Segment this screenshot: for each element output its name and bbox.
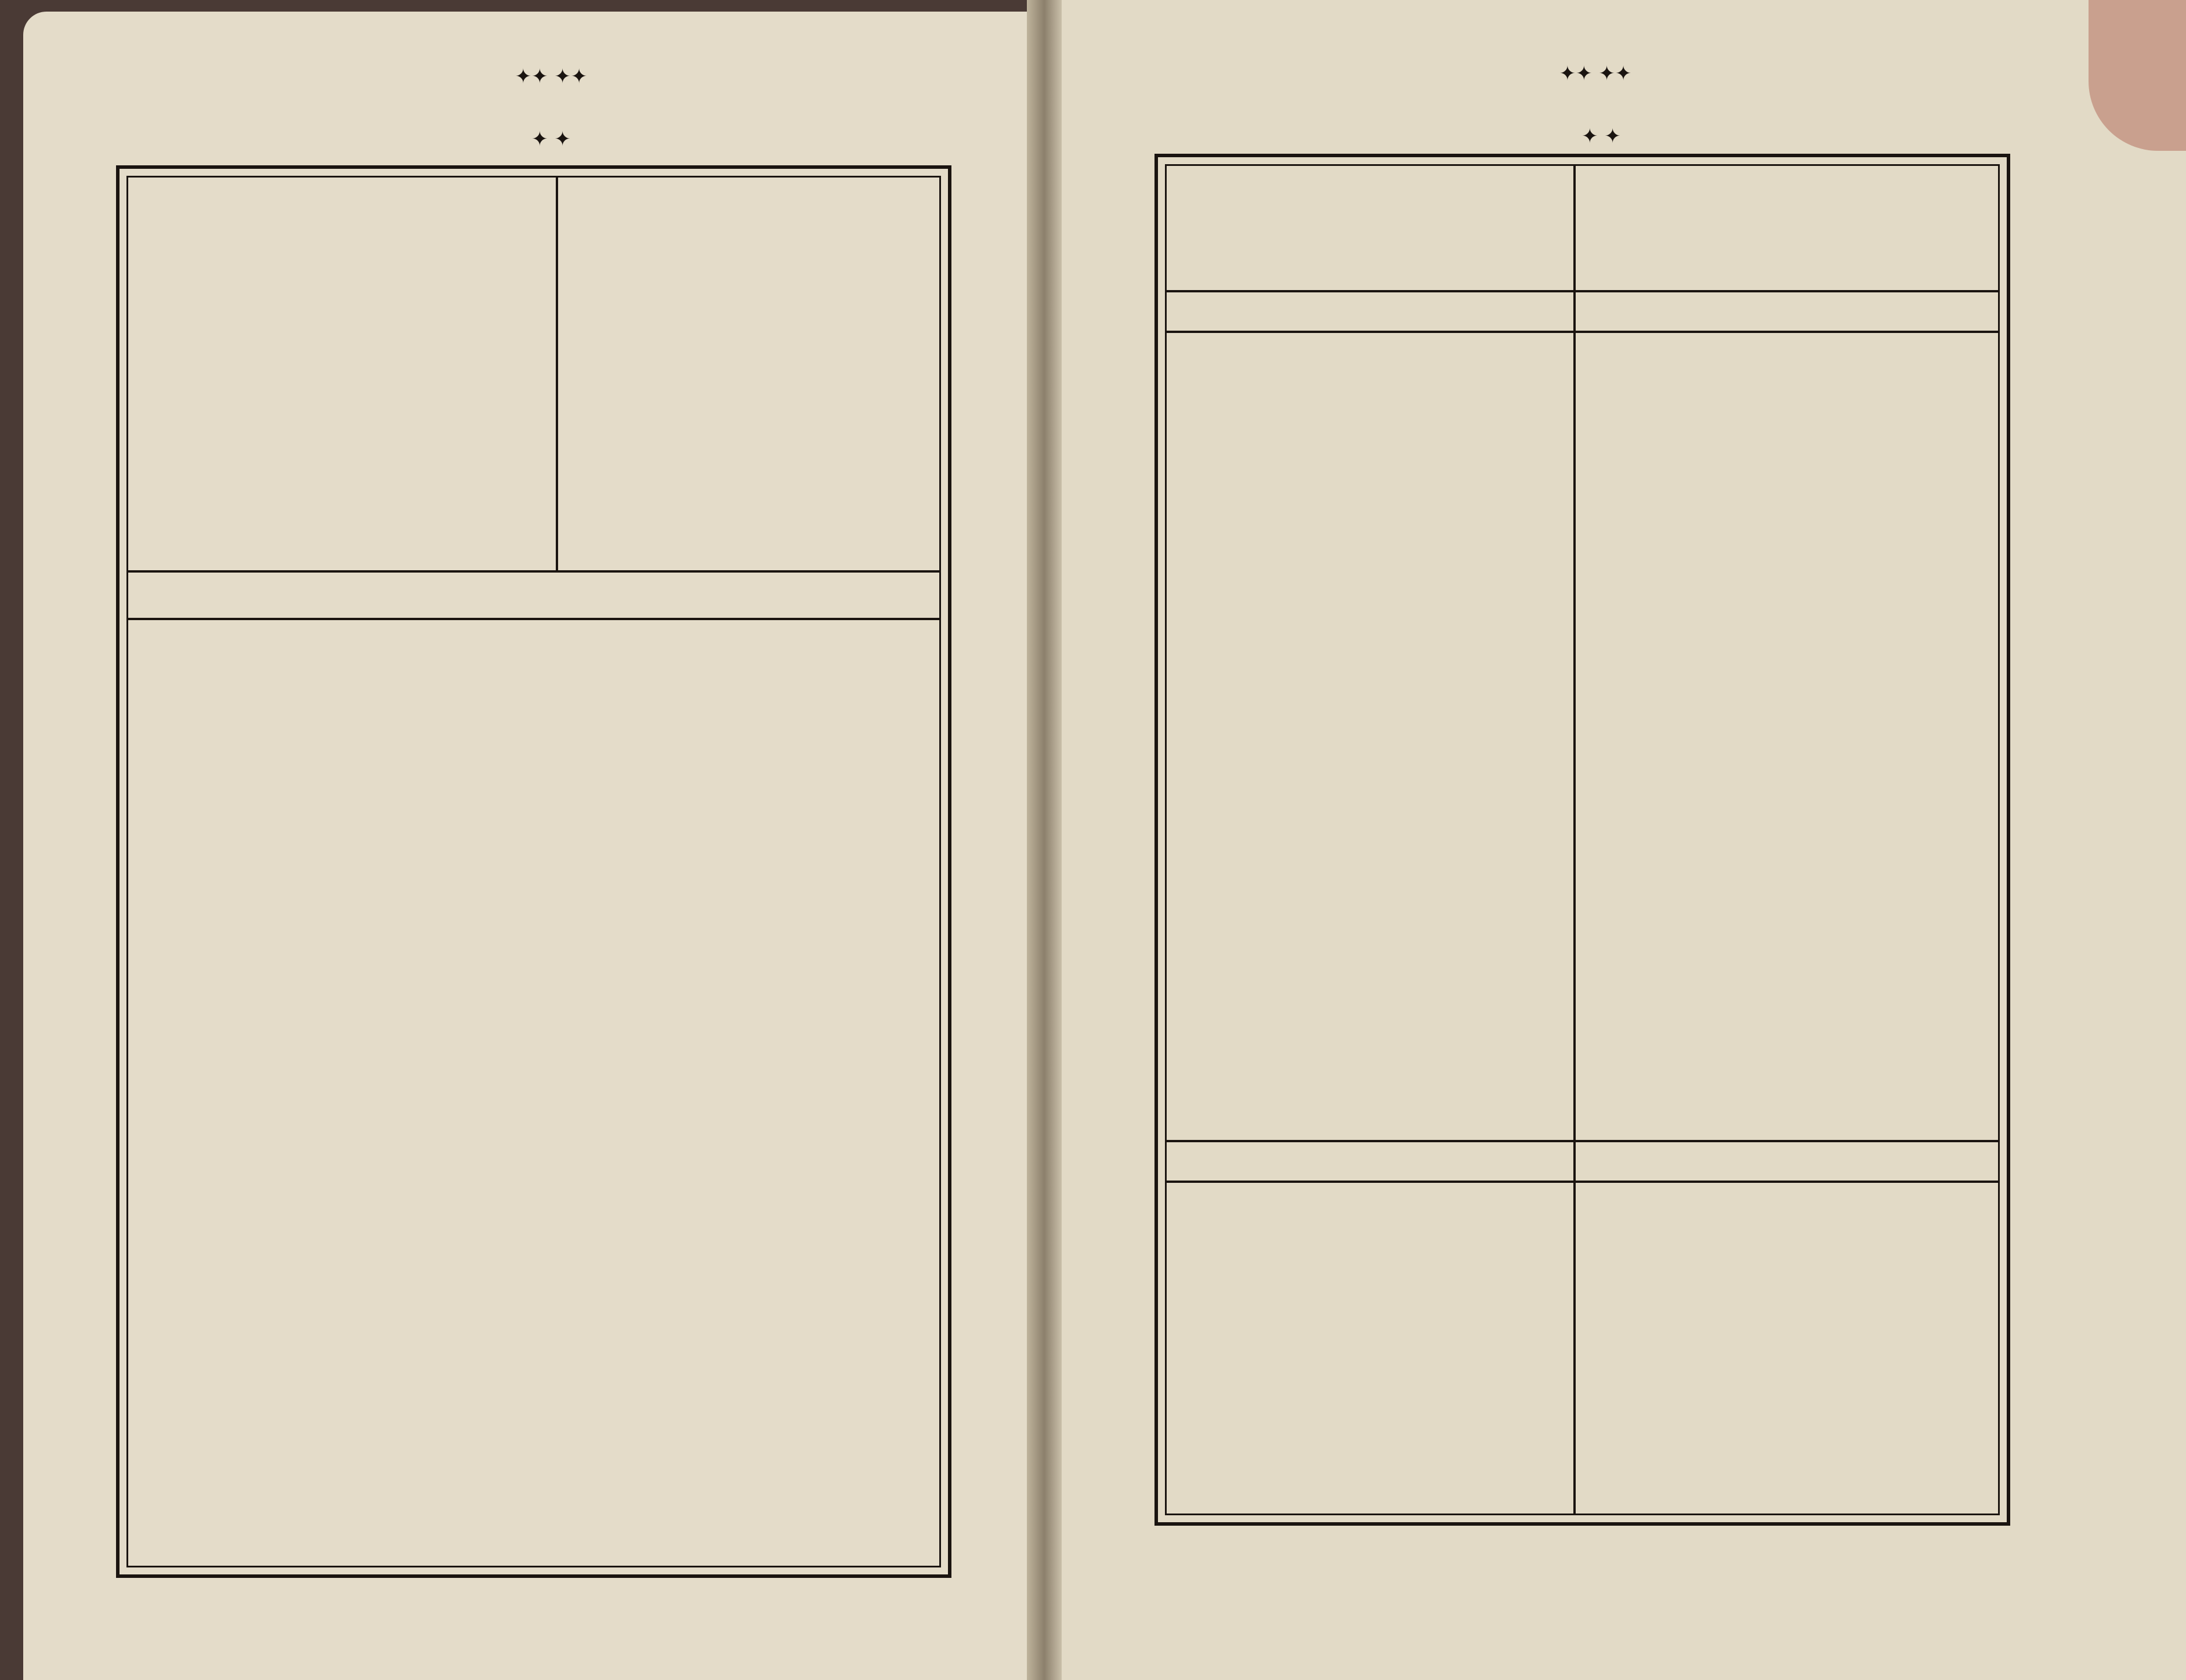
right-divider-1 (1165, 290, 2000, 292)
left-running-head: ✦✦ ✦✦ (515, 65, 588, 88)
right-page-number: ✦ ✦ (1581, 125, 1621, 148)
left-page-number: ✦ ✦ (531, 128, 571, 151)
right-inner-frame (1165, 164, 2000, 1515)
left-divider-2 (126, 618, 941, 620)
left-inner-frame (126, 176, 941, 1567)
right-divider-4 (1165, 1181, 2000, 1183)
right-running-head: ✦✦ ✦✦ (1559, 62, 1632, 85)
left-column-divider (556, 176, 558, 570)
book-gutter (1027, 0, 1062, 1680)
right-divider-3 (1165, 1140, 2000, 1142)
left-divider-1 (126, 570, 941, 573)
right-divider-2 (1165, 331, 2000, 333)
right-column-divider (1573, 164, 1576, 1515)
